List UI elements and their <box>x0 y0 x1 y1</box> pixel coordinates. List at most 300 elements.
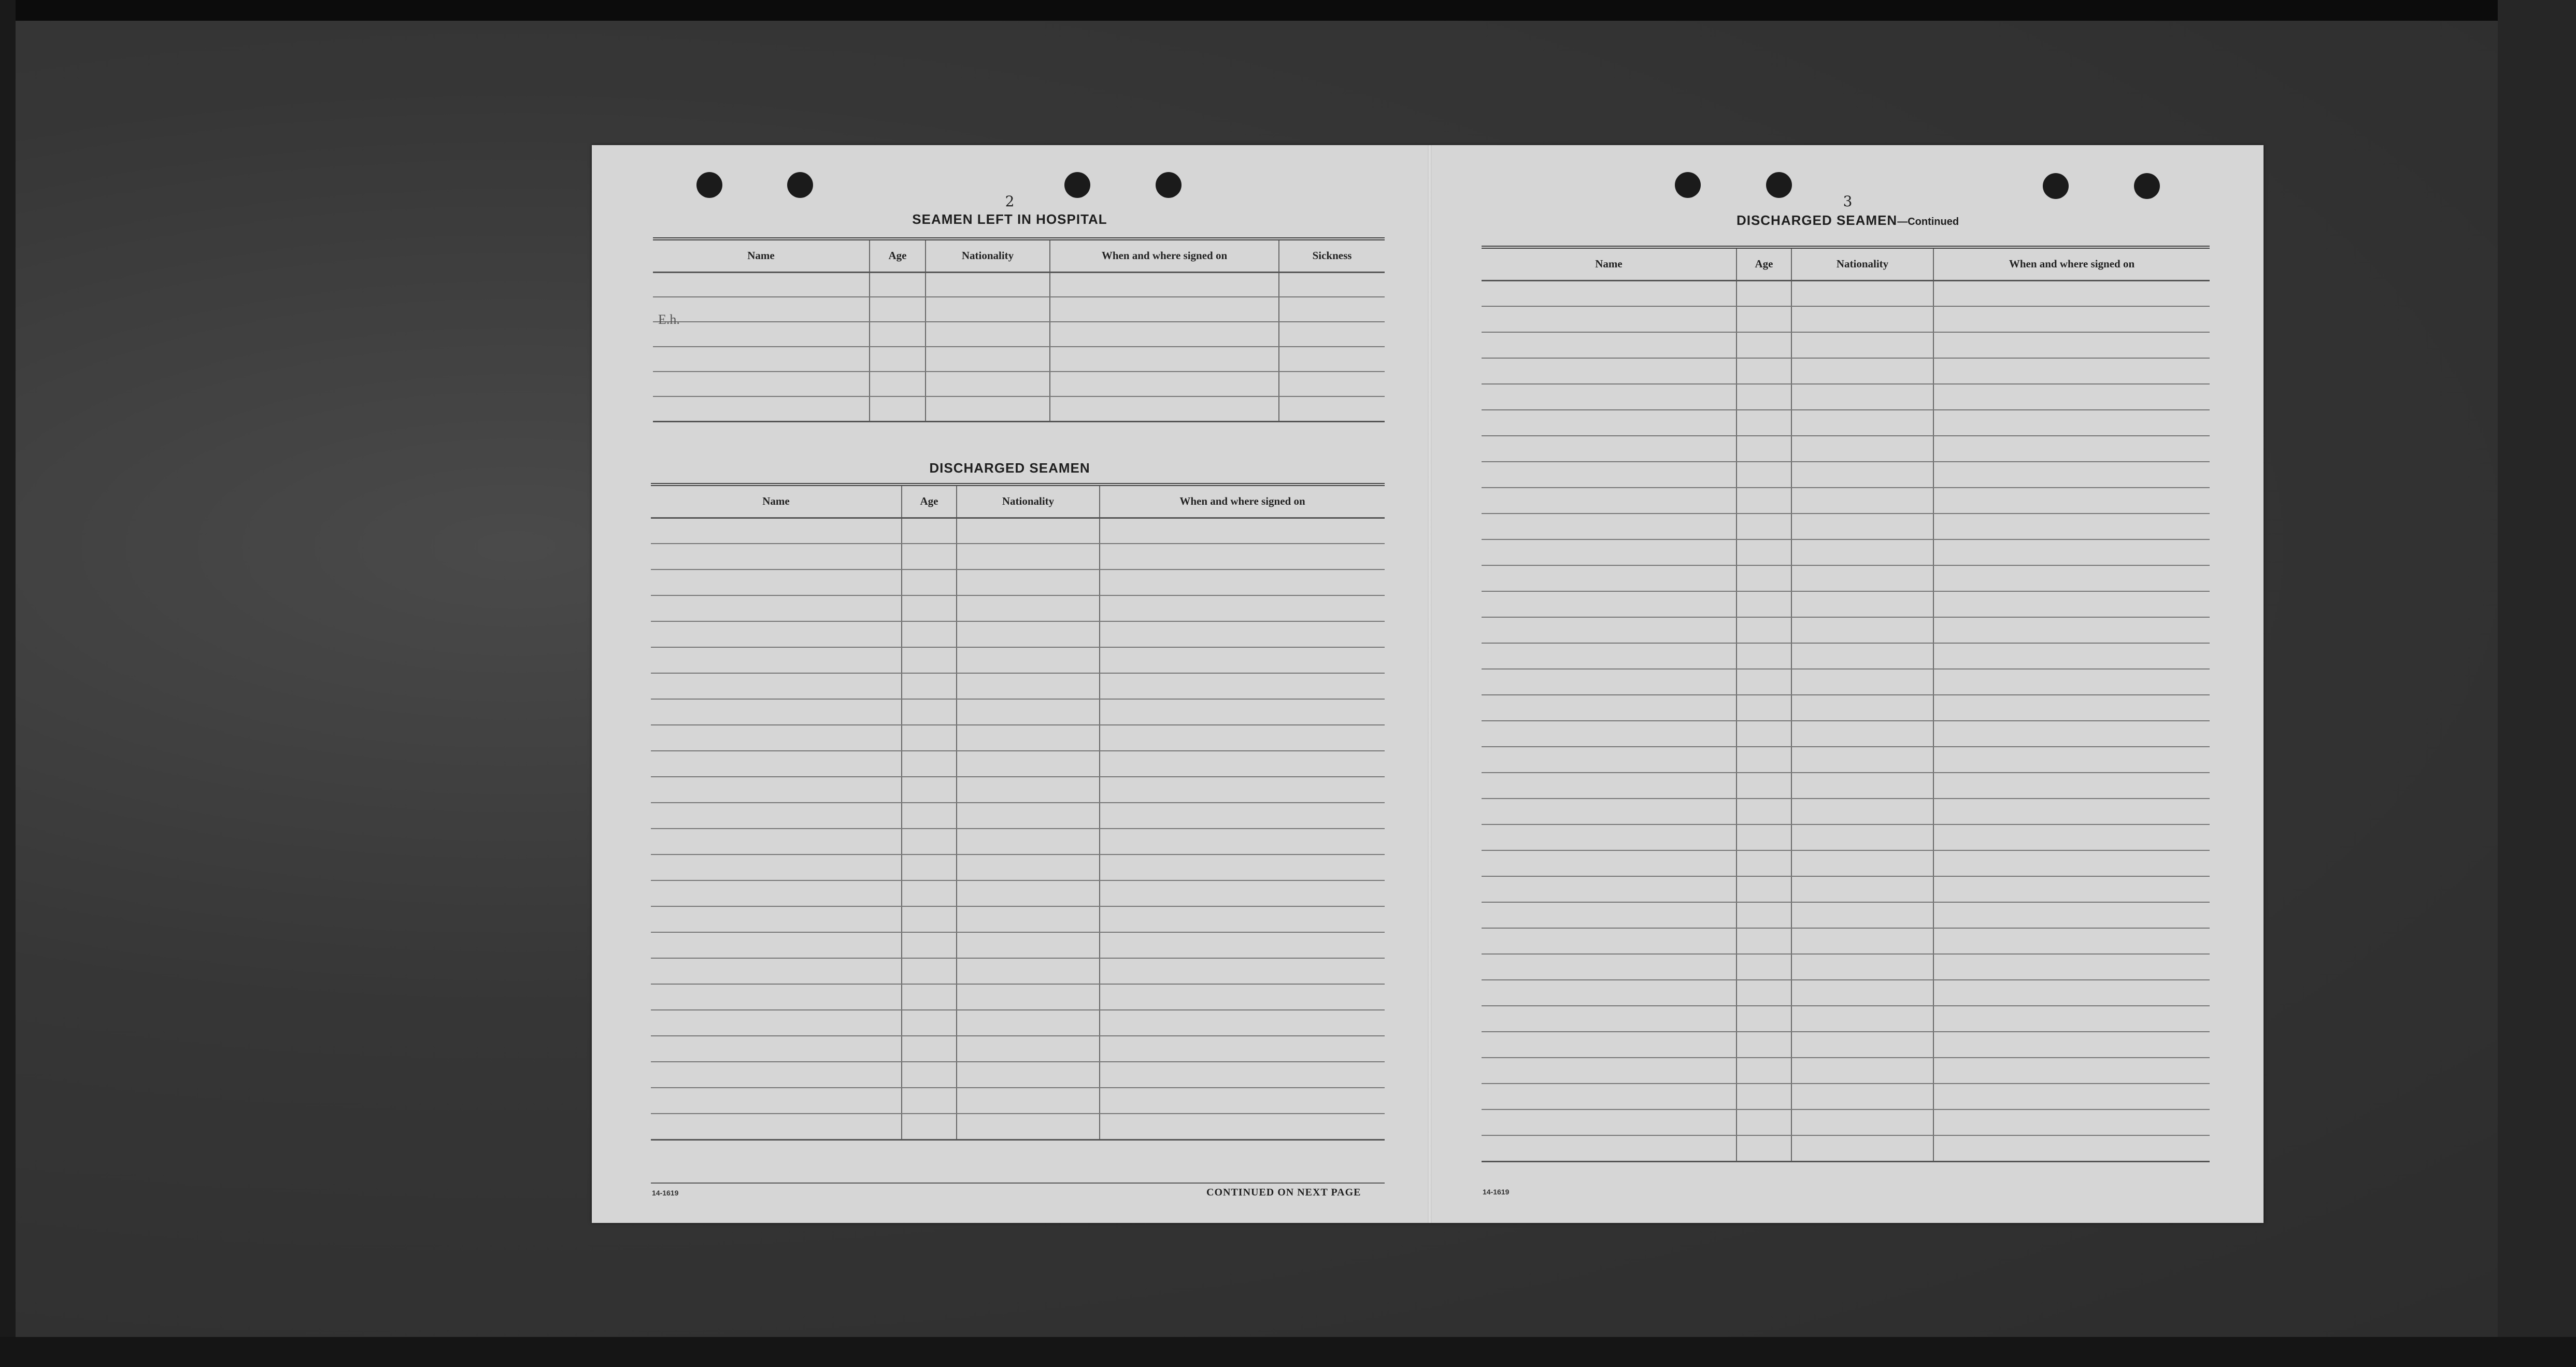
table-cell <box>1737 954 1791 980</box>
discharged-continued-table <box>1482 246 2210 1162</box>
column-header-signed-on: When and where signed on <box>1100 485 1385 518</box>
table-cell <box>1933 1006 2210 1032</box>
table-cell <box>1737 799 1791 824</box>
table-cell <box>1050 372 1279 396</box>
table-cell <box>1737 1032 1791 1058</box>
table-cell <box>651 932 902 958</box>
table-cell <box>1482 824 1737 850</box>
table-cell <box>957 569 1100 595</box>
form-code: 14-1619 <box>652 1189 679 1197</box>
table-cell <box>1482 1135 1737 1161</box>
table-cell <box>1737 488 1791 514</box>
table-cell <box>1279 272 1385 297</box>
table-cell <box>1100 1010 1385 1036</box>
table-cell <box>1737 358 1791 384</box>
table-row <box>1482 669 2210 695</box>
table-cell <box>1482 721 1737 747</box>
table-cell <box>1933 954 2210 980</box>
table-cell <box>902 751 957 777</box>
table-cell <box>1933 1058 2210 1084</box>
table-cell <box>1791 902 1933 928</box>
table-cell <box>1933 332 2210 358</box>
table-cell <box>902 569 957 595</box>
table-cell <box>1050 272 1279 297</box>
table-row <box>651 803 1385 829</box>
table-cell <box>651 751 902 777</box>
table-cell <box>1482 565 1737 591</box>
continued-note: CONTINUED ON NEXT PAGE <box>1206 1187 1361 1198</box>
table-cell <box>653 322 870 347</box>
table-row <box>651 518 1385 544</box>
table-row <box>651 725 1385 751</box>
table-cell <box>1737 280 1791 306</box>
table-cell <box>957 1036 1100 1062</box>
table-cell <box>902 829 957 855</box>
table-cell <box>1933 773 2210 799</box>
table-cell <box>870 297 926 322</box>
table-row <box>651 647 1385 673</box>
table-cell <box>1933 928 2210 954</box>
table-cell <box>1737 980 1791 1006</box>
table-cell <box>651 518 902 544</box>
table-cell <box>870 272 926 297</box>
table-cell <box>1482 488 1737 514</box>
table-row <box>651 1088 1385 1114</box>
table-row <box>651 699 1385 725</box>
table-cell <box>1737 617 1791 643</box>
table-cell <box>651 777 902 803</box>
table-cell <box>1482 980 1737 1006</box>
table-cell <box>1791 1084 1933 1109</box>
column-header-sickness: Sickness <box>1279 239 1385 272</box>
table-cell <box>1279 322 1385 347</box>
table-row <box>651 855 1385 880</box>
table-cell <box>1933 358 2210 384</box>
table-cell <box>1100 595 1385 621</box>
column-header-name: Name <box>651 485 902 518</box>
table-cell <box>957 699 1100 725</box>
table-cell <box>1791 591 1933 617</box>
table-cell <box>651 725 902 751</box>
table-cell <box>870 372 926 396</box>
table-cell <box>651 984 902 1010</box>
table-cell <box>902 906 957 932</box>
table-cell <box>1791 1135 1933 1161</box>
table-cell <box>1791 669 1933 695</box>
table-cell <box>1482 617 1737 643</box>
table-cell <box>1737 773 1791 799</box>
table-cell <box>1933 410 2210 436</box>
table-cell <box>1791 954 1933 980</box>
table-cell <box>1933 1032 2210 1058</box>
scan-border-left <box>0 0 16 1367</box>
table-cell <box>1791 565 1933 591</box>
table-cell <box>1933 876 2210 902</box>
table-row <box>1482 358 2210 384</box>
table-cell <box>1737 747 1791 773</box>
table-cell <box>1933 591 2210 617</box>
scan-border-right <box>2498 0 2576 1367</box>
table-cell <box>1737 721 1791 747</box>
table-row <box>1482 591 2210 617</box>
table-cell <box>1100 621 1385 647</box>
table-cell <box>1482 539 1737 565</box>
table-cell <box>1482 280 1737 306</box>
table-cell <box>926 396 1050 421</box>
table-cell <box>1791 747 1933 773</box>
table-cell <box>1100 932 1385 958</box>
table-cell <box>902 932 957 958</box>
table-cell <box>1791 1109 1933 1135</box>
table-cell <box>902 958 957 984</box>
table-cell <box>957 829 1100 855</box>
column-header-nationality: Nationality <box>926 239 1050 272</box>
table-cell <box>1791 928 1933 954</box>
table-cell <box>1933 669 2210 695</box>
table-cell <box>1482 799 1737 824</box>
table-cell <box>1482 1084 1737 1109</box>
table-cell <box>957 906 1100 932</box>
table-cell <box>1933 980 2210 1006</box>
table-row <box>1482 824 2210 850</box>
table-cell <box>957 1114 1100 1140</box>
table-row <box>651 932 1385 958</box>
column-header-age: Age <box>870 239 926 272</box>
table-row <box>1482 1084 2210 1109</box>
table-cell <box>957 673 1100 699</box>
table-row <box>653 322 1385 347</box>
table-cell <box>1791 514 1933 539</box>
table-cell <box>653 372 870 396</box>
margin-handwritten-mark: E.h. <box>658 312 680 327</box>
table-cell <box>1100 518 1385 544</box>
title-continued: —Continued <box>1897 216 1959 227</box>
table-cell <box>651 595 902 621</box>
table-cell <box>653 347 870 372</box>
table-cell <box>1791 332 1933 358</box>
table-row <box>1482 539 2210 565</box>
table-cell <box>651 1088 902 1114</box>
table-cell <box>902 777 957 803</box>
table-cell <box>1737 1006 1791 1032</box>
table-cell <box>902 518 957 544</box>
table-cell <box>926 347 1050 372</box>
table-cell <box>1933 747 2210 773</box>
table-row <box>653 396 1385 421</box>
table-cell <box>957 880 1100 906</box>
table-cell <box>1482 669 1737 695</box>
table-cell <box>1933 488 2210 514</box>
table-cell <box>1933 850 2210 876</box>
column-header-signed-on: When and where signed on <box>1050 239 1279 272</box>
table-cell <box>957 1062 1100 1088</box>
table-cell <box>1100 777 1385 803</box>
table-row <box>651 906 1385 932</box>
scan-border-top <box>0 0 2576 21</box>
table-cell <box>1791 436 1933 462</box>
table-cell <box>1737 539 1791 565</box>
table-cell <box>1737 669 1791 695</box>
table-cell <box>651 1010 902 1036</box>
table-cell <box>1737 410 1791 436</box>
table-row <box>1482 1109 2210 1135</box>
table-cell <box>1791 1058 1933 1084</box>
table-cell <box>651 544 902 569</box>
table-cell <box>651 1036 902 1062</box>
page-number: 3 <box>1843 193 1853 210</box>
table-cell <box>1279 297 1385 322</box>
table-cell <box>653 297 870 322</box>
table-cell <box>902 699 957 725</box>
table-cell <box>1482 954 1737 980</box>
table-cell <box>1737 876 1791 902</box>
table-cell <box>902 725 957 751</box>
scan-border-bottom <box>0 1337 2576 1367</box>
column-header-age: Age <box>902 485 957 518</box>
left-page <box>592 145 1428 1223</box>
table-cell <box>1933 436 2210 462</box>
table-cell <box>1100 1114 1385 1140</box>
table-cell <box>1791 1006 1933 1032</box>
table-cell <box>1737 643 1791 669</box>
table-cell <box>1100 544 1385 569</box>
table-row <box>651 984 1385 1010</box>
table-cell <box>1482 902 1737 928</box>
table-cell <box>1791 384 1933 410</box>
table-cell <box>1791 488 1933 514</box>
table-row <box>1482 488 2210 514</box>
table-cell <box>870 322 926 347</box>
table-row <box>1482 876 2210 902</box>
table-cell <box>926 322 1050 347</box>
table-cell <box>1737 591 1791 617</box>
table-cell <box>957 751 1100 777</box>
table-cell <box>1791 721 1933 747</box>
table-cell <box>1737 514 1791 539</box>
table-row <box>1482 410 2210 436</box>
table-row <box>1482 747 2210 773</box>
table-cell <box>1791 799 1933 824</box>
table-row <box>651 1036 1385 1062</box>
table-cell <box>1100 725 1385 751</box>
column-header-signed-on: When and where signed on <box>1933 247 2210 280</box>
table-cell <box>1482 747 1737 773</box>
table-cell <box>870 347 926 372</box>
table-row <box>1482 1032 2210 1058</box>
table-cell <box>957 984 1100 1010</box>
table-cell <box>902 1036 957 1062</box>
table-cell <box>1933 799 2210 824</box>
table-cell <box>1933 565 2210 591</box>
table-cell <box>1482 514 1737 539</box>
table-cell <box>902 544 957 569</box>
page-number: 2 <box>1005 193 1015 210</box>
table-cell <box>902 855 957 880</box>
table-cell <box>902 803 957 829</box>
table-cell <box>1737 902 1791 928</box>
table-cell <box>651 855 902 880</box>
table-cell <box>1482 876 1737 902</box>
table-cell <box>957 932 1100 958</box>
table-cell <box>1791 280 1933 306</box>
table-row <box>1482 643 2210 669</box>
table-cell <box>651 1114 902 1140</box>
table-cell <box>651 829 902 855</box>
table-cell <box>1791 695 1933 721</box>
table-cell <box>902 595 957 621</box>
column-header-age: Age <box>1737 247 1791 280</box>
table-row <box>651 621 1385 647</box>
table-cell <box>1482 462 1737 488</box>
table-cell <box>651 803 902 829</box>
table-row <box>1482 617 2210 643</box>
table-cell <box>870 396 926 421</box>
table-row <box>651 1114 1385 1140</box>
table-row <box>1482 954 2210 980</box>
table-cell <box>1482 332 1737 358</box>
table-cell <box>1050 322 1279 347</box>
column-header-nationality: Nationality <box>957 485 1100 518</box>
table-cell <box>902 1114 957 1140</box>
table-cell <box>1100 958 1385 984</box>
table-cell <box>651 906 902 932</box>
table-cell <box>1482 1109 1737 1135</box>
table-cell <box>1737 462 1791 488</box>
table-cell <box>1100 880 1385 906</box>
table-row <box>1482 721 2210 747</box>
table-cell <box>1791 617 1933 643</box>
table-row <box>1482 1058 2210 1084</box>
table-cell <box>1933 306 2210 332</box>
table-cell <box>1100 829 1385 855</box>
table-cell <box>1737 850 1791 876</box>
table-cell <box>651 699 902 725</box>
table-cell <box>1791 773 1933 799</box>
table-cell <box>651 647 902 673</box>
table-cell <box>1482 695 1737 721</box>
table-cell <box>1482 1032 1737 1058</box>
table-cell <box>1100 855 1385 880</box>
hospital-section-title: SEAMEN LEFT IN HOSPITAL <box>912 211 1107 227</box>
table-cell <box>1100 803 1385 829</box>
table-cell <box>1933 280 2210 306</box>
table-cell <box>1482 306 1737 332</box>
table-cell <box>1100 984 1385 1010</box>
table-cell <box>1933 643 2210 669</box>
table-row <box>1482 850 2210 876</box>
table-cell <box>902 984 957 1010</box>
table-cell <box>1791 306 1933 332</box>
table-row <box>1482 384 2210 410</box>
table-cell <box>1482 850 1737 876</box>
table-cell <box>1791 1032 1933 1058</box>
table-cell <box>957 621 1100 647</box>
table-cell <box>957 647 1100 673</box>
table-cell <box>1737 1084 1791 1109</box>
table-cell <box>1933 384 2210 410</box>
table-cell <box>1737 1058 1791 1084</box>
ledger-sheet <box>592 145 2264 1223</box>
table-row <box>651 880 1385 906</box>
table-row <box>1482 928 2210 954</box>
table-cell <box>957 1088 1100 1114</box>
table-cell <box>1050 347 1279 372</box>
table-cell <box>1791 876 1933 902</box>
table-cell <box>1737 1135 1791 1161</box>
table-cell <box>1100 1062 1385 1088</box>
table-cell <box>1482 384 1737 410</box>
table-cell <box>1933 721 2210 747</box>
table-cell <box>902 880 957 906</box>
table-cell <box>957 518 1100 544</box>
table-row <box>1482 280 2210 306</box>
table-cell <box>902 1088 957 1114</box>
table-cell <box>926 272 1050 297</box>
table-cell <box>1737 306 1791 332</box>
table-cell <box>1791 824 1933 850</box>
table-cell <box>1933 539 2210 565</box>
center-fold <box>1428 145 1432 1223</box>
table-cell <box>957 803 1100 829</box>
table-row <box>651 544 1385 569</box>
table-cell <box>1791 980 1933 1006</box>
table-cell <box>926 297 1050 322</box>
table-row <box>1482 799 2210 824</box>
table-cell <box>1933 514 2210 539</box>
table-row <box>651 1062 1385 1088</box>
table-row <box>1482 980 2210 1006</box>
table-cell <box>1482 410 1737 436</box>
table-row <box>653 372 1385 396</box>
table-cell <box>1482 358 1737 384</box>
table-row <box>1482 436 2210 462</box>
table-cell <box>1933 824 2210 850</box>
table-row <box>1482 773 2210 799</box>
table-cell <box>1737 436 1791 462</box>
column-header-nationality: Nationality <box>1791 247 1933 280</box>
discharged-table <box>651 483 1385 1141</box>
table-row <box>651 569 1385 595</box>
table-row <box>653 297 1385 322</box>
table-cell <box>1100 699 1385 725</box>
table-cell <box>957 855 1100 880</box>
table-row <box>1482 1135 2210 1161</box>
table-row <box>651 1010 1385 1036</box>
table-cell <box>651 673 902 699</box>
table-row <box>1482 902 2210 928</box>
table-cell <box>1933 695 2210 721</box>
right-page <box>1432 145 2264 1223</box>
table-cell <box>1482 773 1737 799</box>
table-cell <box>1279 372 1385 396</box>
table-cell <box>902 647 957 673</box>
table-row <box>1482 306 2210 332</box>
table-cell <box>1737 565 1791 591</box>
table-cell <box>1791 539 1933 565</box>
table-cell <box>1482 1058 1737 1084</box>
table-cell <box>1482 1006 1737 1032</box>
table-cell <box>1933 1135 2210 1161</box>
table-cell <box>1933 902 2210 928</box>
table-cell <box>1737 824 1791 850</box>
table-row <box>651 829 1385 855</box>
table-cell <box>1737 695 1791 721</box>
table-cell <box>957 1010 1100 1036</box>
table-cell <box>1100 1088 1385 1114</box>
table-cell <box>1482 928 1737 954</box>
table-row <box>653 347 1385 372</box>
footer-rule <box>651 1183 1385 1184</box>
